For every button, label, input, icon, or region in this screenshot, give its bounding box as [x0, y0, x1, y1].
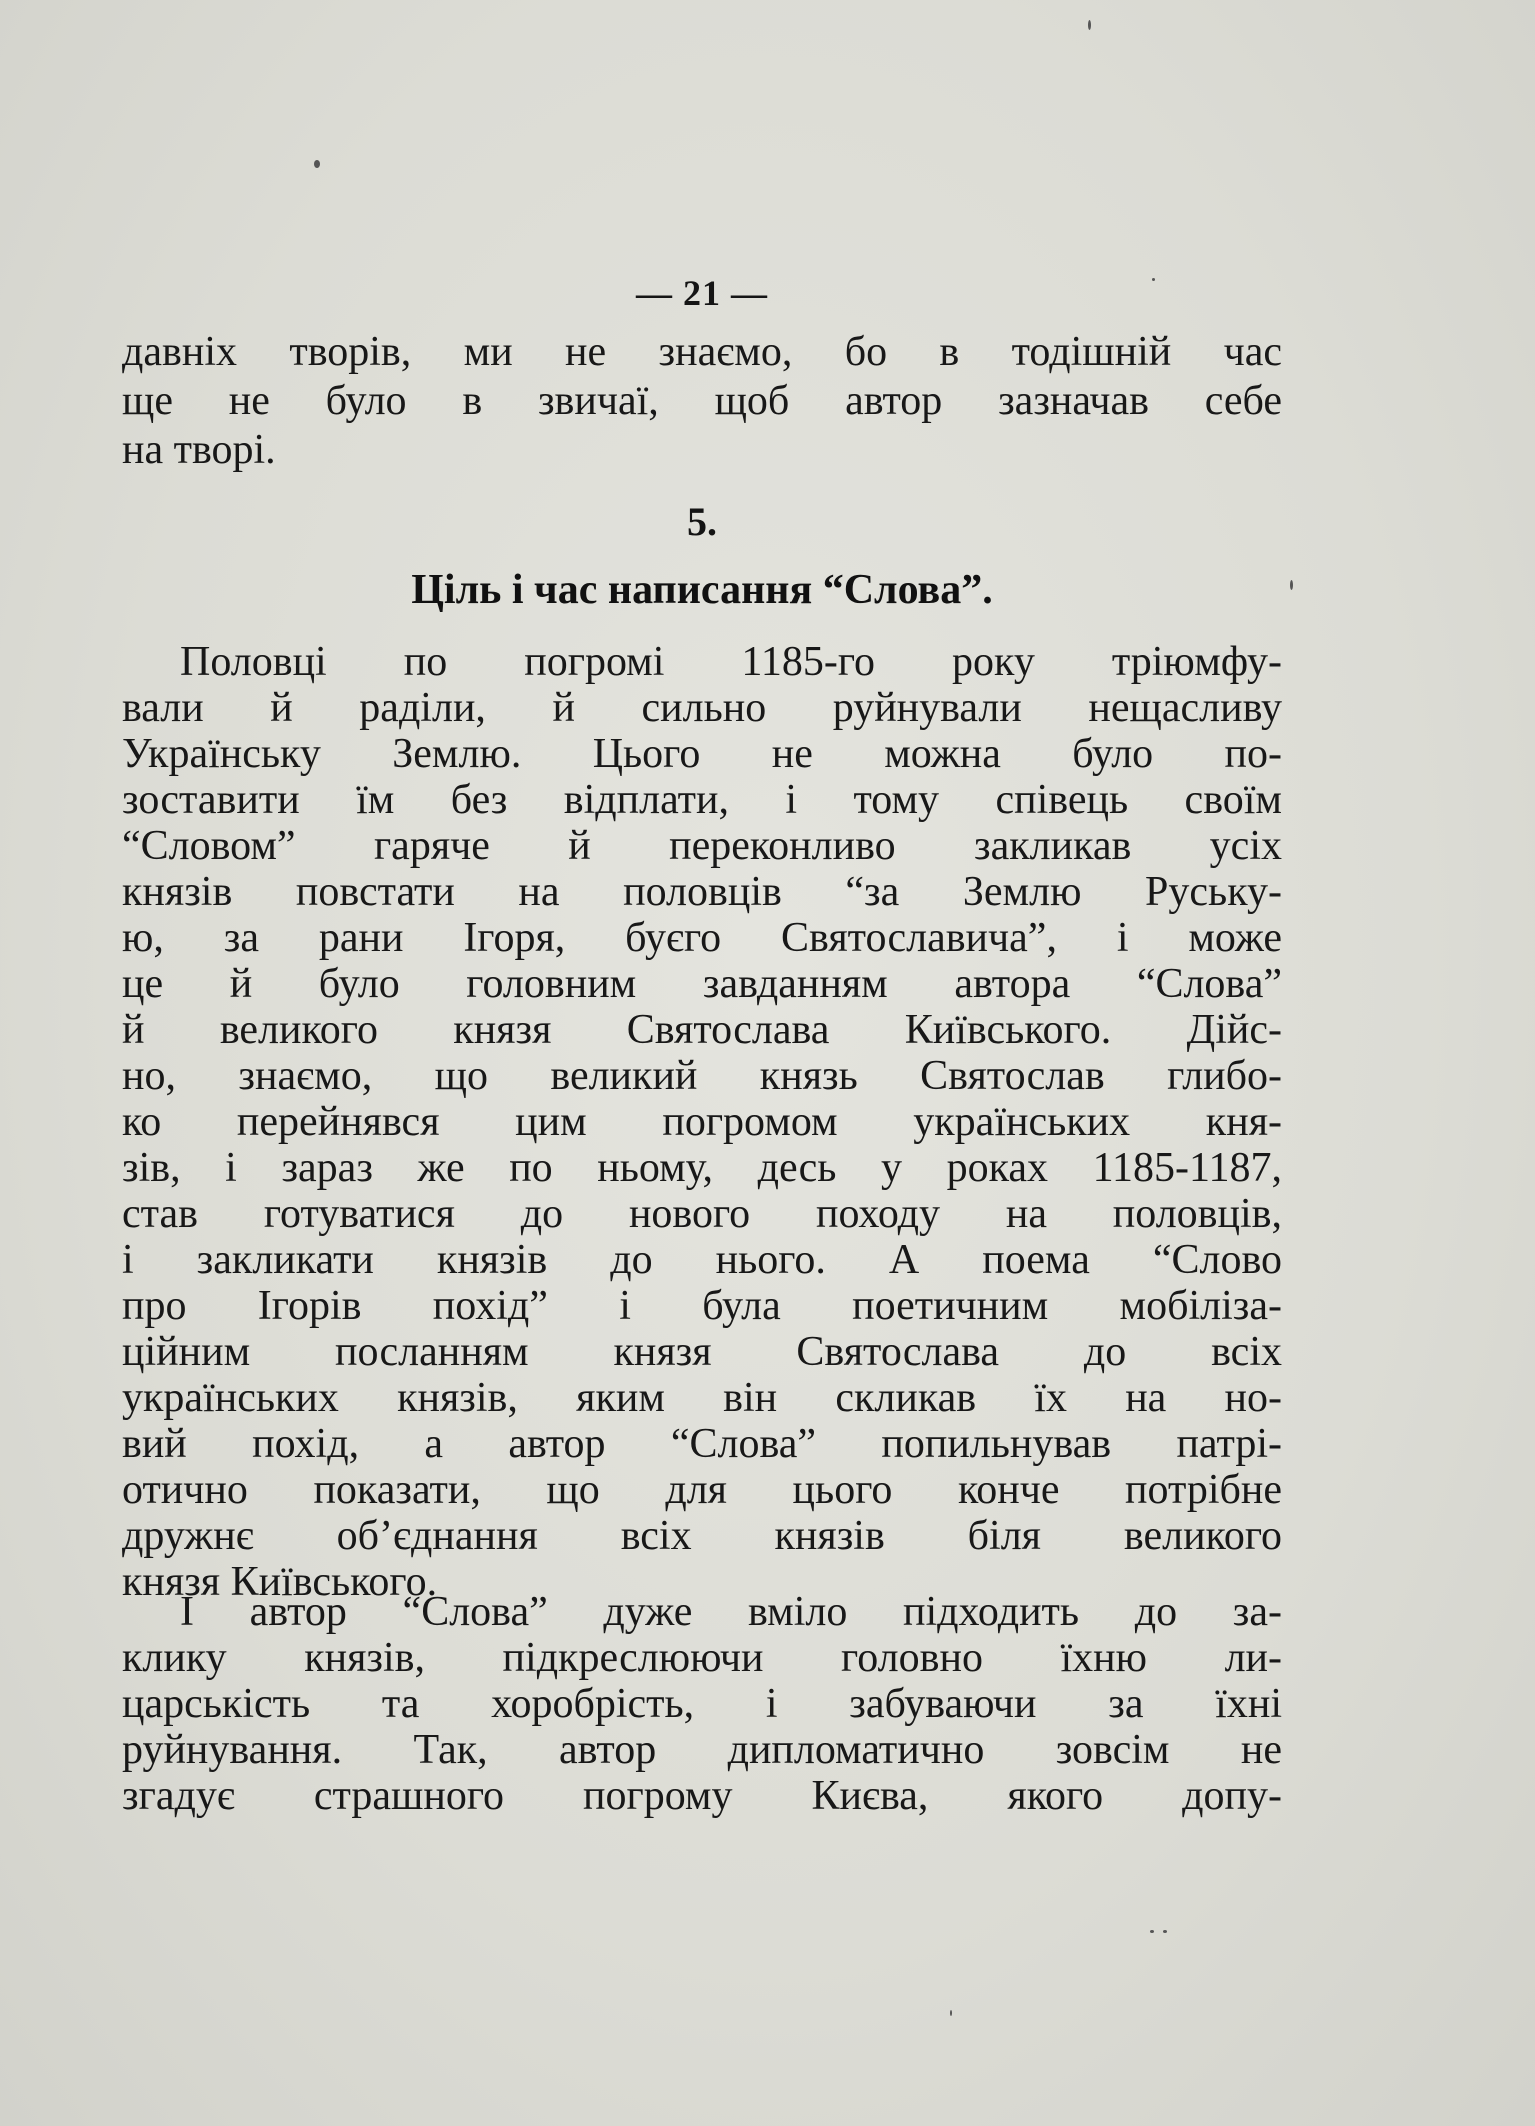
text-line: про Ігорів похід” і була поетичним мобілiза-	[122, 1283, 1282, 1329]
text-line: Половці по погромі 1185-го року тріюмфу-	[180, 639, 1282, 685]
text-line: українських князів, яким він скликав їх на но-	[122, 1375, 1282, 1421]
text-line: руйнування. Так, автор дипломатично зовсім не	[122, 1727, 1282, 1773]
text-line: князів повстати на половців “за Землю Руську-	[122, 869, 1282, 915]
text-line: клику князів, підкреслюючи головно їхню ли-	[122, 1635, 1282, 1681]
text-line: на творі.	[122, 427, 276, 473]
text-line: отично показати, що для цього конче потрібне	[122, 1467, 1282, 1513]
text-line: став готуватися до нового походу на половців,	[122, 1191, 1282, 1237]
text-line: ще не було в звичаї, щоб автор зазначав себе	[122, 378, 1282, 424]
text-line: й великого князя Святослава Київського. Дійс-	[122, 1007, 1282, 1053]
paper-speck	[1290, 580, 1293, 590]
page-number: — 21 —	[636, 273, 768, 313]
text-line: це й було головним завданням автора “Слова”	[122, 961, 1282, 1007]
text-line: ю, за рани Ігоря, буєго Святославича”, і може	[122, 915, 1282, 961]
paper-speck	[1088, 20, 1091, 30]
text-line: І автор “Слова” дуже вміло підходить до за-	[180, 1589, 1282, 1635]
section-number: 5.	[687, 499, 717, 544]
text-line: вали й раділи, й сильно руйнували нещасливу	[122, 685, 1282, 731]
section-title: Ціль і час написання “Слова”.	[411, 567, 993, 613]
text-line: дружнє об’єднання всіх князів біля великого	[122, 1513, 1282, 1559]
text-line: вий похід, а автор “Слова” попильнував патрі-	[122, 1421, 1282, 1467]
paper-speck	[1152, 278, 1155, 281]
text-line: зів, і зараз же по ньому, десь у роках 1185-1187,	[122, 1145, 1282, 1191]
paper-speck	[950, 2010, 952, 2016]
text-line: ційним посланням князя Святослава до всіх	[122, 1329, 1282, 1375]
text-line: “Словом” гаряче й переконливо закликав усіх	[122, 823, 1282, 869]
text-line: і закликати князів до нього. А поема “Слово	[122, 1237, 1282, 1283]
paper-speck	[314, 160, 320, 168]
text-line: давніх творів, ми не знаємо, бо в тодішній час	[122, 329, 1282, 375]
paper-speck	[1150, 1930, 1154, 1933]
text-line: згадує страшного погрому Києва, якого допу-	[122, 1773, 1282, 1819]
text-line: царськість та хоробрість, і забуваючи за їхні	[122, 1681, 1282, 1727]
text-line: но, знаємо, що великий князь Святослав глибо-	[122, 1053, 1282, 1099]
text-line: зоставити їм без відплати, і тому співець своїм	[122, 777, 1282, 823]
text-line: князя Київського.	[122, 1559, 438, 1605]
paper-speck	[1163, 1930, 1167, 1933]
text-line: ко перейнявся цим погромом українських кня-	[122, 1099, 1282, 1145]
text-line: Українську Землю. Цього не можна було по-	[122, 731, 1282, 777]
